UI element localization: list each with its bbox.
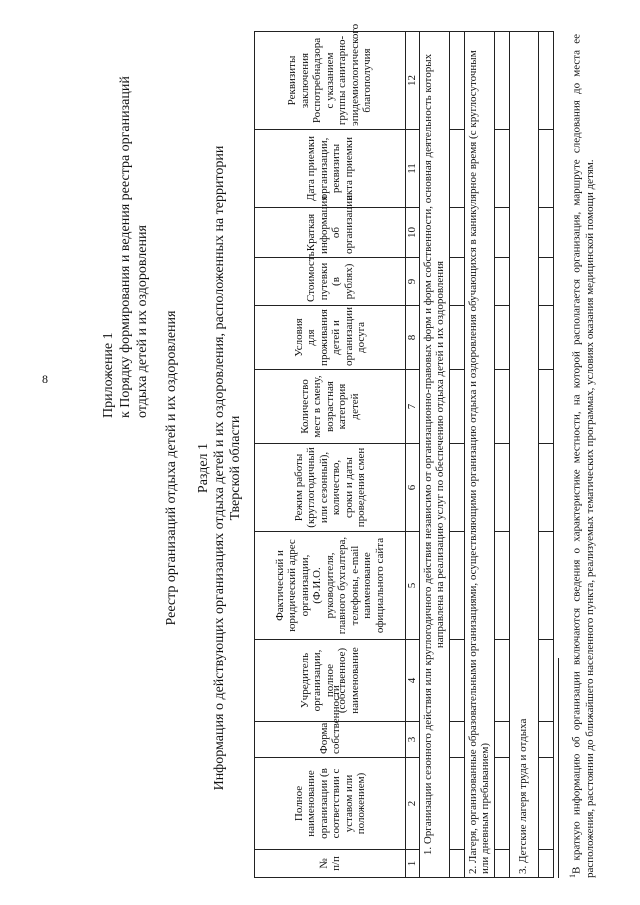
- footnote-text: В краткую информацию об организации включаются сведения о характеристике местности, на которой располагается организация, маршруте следования до места ее расположения, расстоянии до ближайшего населенного пункта, реализуемых тематических программах, условиях оказания медицинской помощи детям.: [570, 34, 596, 878]
- col-number-8: 8: [406, 306, 420, 370]
- appendix-line-2: к Порядку формирования и ведения реестра организаций: [118, 76, 133, 418]
- col-header-5: Фактический и юридический адрес организации, (Ф.И.О. руководителя, главного бухгалтера, телефоны, e-mail наименование официального сайта: [255, 532, 406, 640]
- section-row-1: [419, 32, 449, 878]
- footnote-divider: [558, 658, 559, 878]
- col-header-1: № п/п: [255, 850, 406, 878]
- section-title-line-2: Тверской области: [228, 415, 243, 521]
- empty-row: [538, 32, 553, 878]
- col-header-6: Режим работы (круглогодичный или сезонный), количество, сроки и даты проведения смен: [255, 444, 406, 532]
- section-2-label: 2. Лагеря, организованные образовательными организациями, осуществляющими организацию отдыха и оздоровления обучающихся в каникулярное время (с круглосуточным или дневным пребыванием): [464, 32, 494, 878]
- section-row-2: [464, 32, 494, 878]
- col-number-12: 12: [406, 32, 420, 130]
- registry-table: [254, 23, 554, 878]
- col-header-9: Стоимость путевки (в рублях): [255, 258, 406, 306]
- footnote-marker: 1: [568, 874, 577, 878]
- section-3-label: 3. Детские лагеря труда и отдыха: [509, 32, 538, 878]
- empty-row: [449, 32, 464, 878]
- col-number-4: 4: [406, 640, 420, 722]
- section-row-3: [509, 32, 538, 878]
- appendix-line-1: Приложение 1: [101, 332, 116, 418]
- col-number-3: 3: [406, 722, 420, 758]
- col-number-6: 6: [406, 444, 420, 532]
- col-header-3: Форма собственности: [255, 722, 406, 758]
- col-number-9: 9: [406, 258, 420, 306]
- section-title-line-1: Информация о действующих организациях отдыха детей и их оздоровления, расположенных на территории: [212, 145, 227, 791]
- col-number-10: 10: [406, 208, 420, 258]
- rotated-page-content: [46, 18, 640, 878]
- appendix-line-3: отдыха детей и их оздоровления: [135, 225, 150, 418]
- col-header-12: Реквизиты заключения Роспотребнадзора с указанием группы санитарно-эпидемиологического благополучия: [255, 32, 406, 130]
- section-heading: [196, 58, 244, 878]
- col-number-1: 1: [406, 850, 420, 878]
- header-row: [255, 32, 406, 878]
- col-header-7: Количество мест в смену, возрастная категория детей: [255, 370, 406, 444]
- column-number-row: [406, 32, 420, 878]
- footnote: [566, 34, 597, 878]
- col-header-4: Учредитель организации, полное (собственное) наименование: [255, 640, 406, 722]
- registry-title: Реестр организаций отдыха детей и их оздоровления: [164, 310, 179, 626]
- col-number-7: 7: [406, 370, 420, 444]
- col-header-11: Дата приемки организации, реквизиты акта приемки: [255, 130, 406, 208]
- appendix-header: [100, 38, 151, 418]
- col-header-2: Полное наименование организации (в соответствии с уставом или положением): [255, 758, 406, 850]
- col-number-5: 5: [406, 532, 420, 640]
- section-label: Раздел 1: [196, 442, 211, 494]
- col-number-11: 11: [406, 130, 420, 208]
- empty-row: [494, 32, 509, 878]
- col-header-10: Краткая информация об организации: [255, 208, 406, 258]
- col-header-8: Условия для проживания детей и организации досуга: [255, 306, 406, 370]
- page-number: 8: [42, 372, 48, 386]
- col-number-2: 2: [406, 758, 420, 850]
- section-1-label: 1. Организации сезонного действия или круглогодичного действия независимо от организационно-правовых форм и форм собственности, основная деятельность которых направлена на реализацию услуг по обеспечению отдыха детей и их оздоровления: [419, 32, 449, 878]
